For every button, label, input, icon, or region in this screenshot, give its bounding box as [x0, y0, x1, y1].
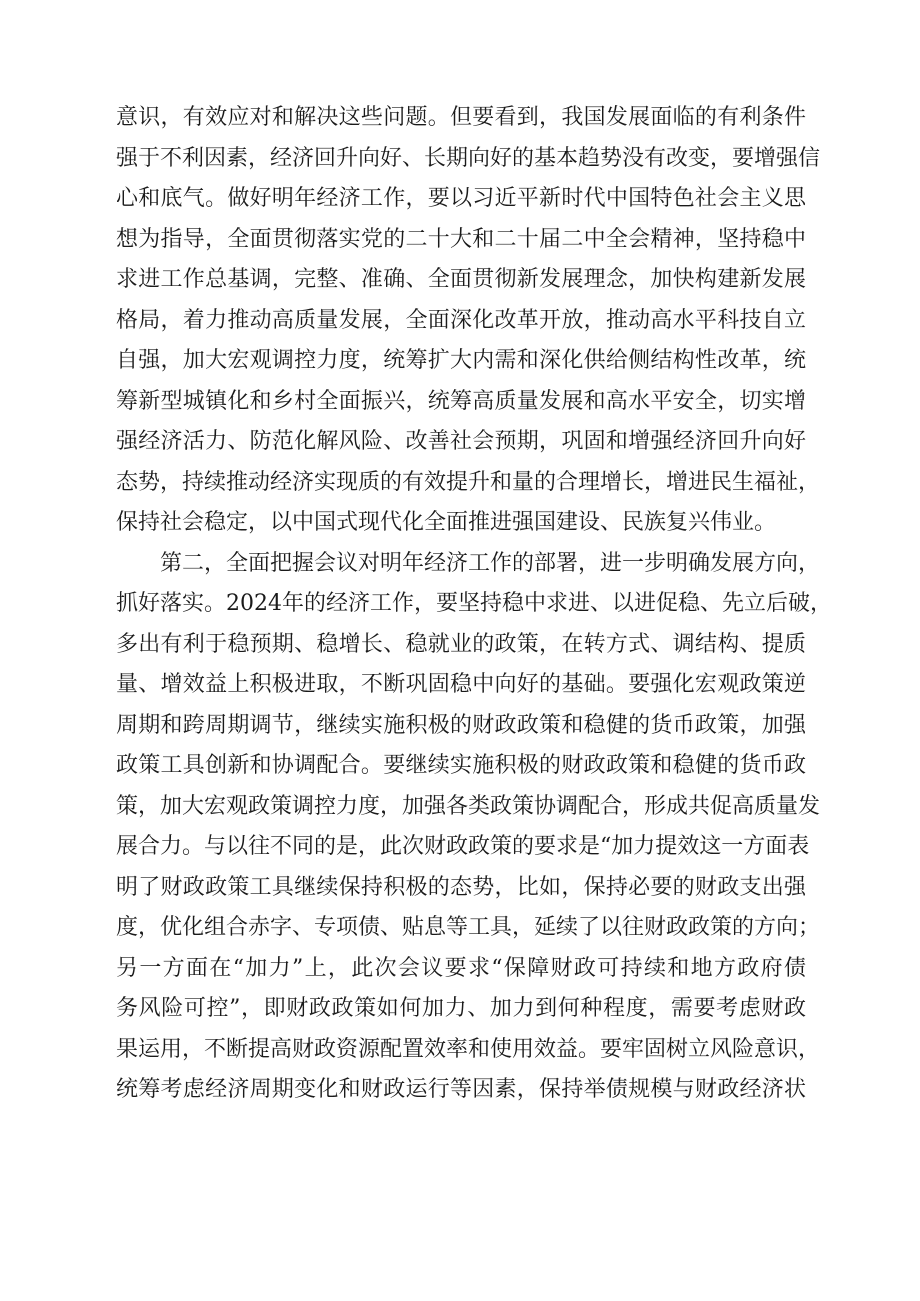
text-line: 统筹考虑经济周期变化和财政运行等因素，保持举债规模与财政经济状	[116, 1077, 806, 1102]
text-line: 强于不利因素，经济回升向好、长期向好的基本趋势没有改变，要增强信	[116, 145, 821, 171]
paragraph-2	[116, 544, 832, 1111]
text-line: 明了财政政策工具继续保持积极的态势，比如，保持必要的财政支出强	[116, 874, 806, 900]
text-line: 第二，全面把握会议对明年经济工作的部署，进一步明确发展方向，	[160, 550, 821, 576]
text-line: 态势，持续推动经济实现质的有效提升和量的合理增长，增进民生福祉，	[116, 469, 821, 495]
text-line: 展合力。与以往不同的是，此次财政政策的要求是“加力提效这一方面表	[116, 834, 810, 859]
text-line: 强经济活力、防范化解风险、改善社会预期，巩固和增强经济回升向好	[116, 429, 806, 454]
text-line: 意识，有效应对和解决这些问题。但要看到，我国发展面临的有利条件	[116, 105, 806, 130]
text-line: 务风险可控”，即财政政策如何加力、加力到何种程度，需要考虑财政	[116, 996, 806, 1021]
text-line: 策，加大宏观政策调控力度，加强各类政策协调配合，形成共促高质量发	[116, 793, 821, 819]
text-line: 保持社会稳定，以中国式现代化全面推进强国建设、民族复兴伟业。	[116, 510, 777, 535]
text-line: 抓好落实。2024年的经济工作，要坚持稳中求进、以进促稳、先立后破，	[116, 591, 832, 616]
text-line: 量、增效益上积极进取，不断巩固稳中向好的基础。要强化宏观政策逆	[116, 672, 806, 697]
text-line: 自强，加大宏观调控力度，统筹扩大内需和深化供给侧结构性改革，统	[116, 348, 806, 373]
text-line: 果运用，不断提高财政资源配置效率和使用效益。要牢固树立风险意识，	[116, 1036, 821, 1062]
text-line: 多出有利于稳预期、稳增长、稳就业的政策，在转方式、调结构、提质	[116, 631, 806, 657]
text-line: 周期和跨周期调节，继续实施积极的财政政策和稳健的货币政策，加强	[116, 712, 806, 738]
text-line: 筹新型城镇化和乡村全面振兴，统筹高质量发展和高水平安全，切实增	[116, 388, 806, 414]
text-line: 心和底气。做好明年经济工作，要以习近平新时代中国特色社会主义思	[116, 186, 806, 211]
text-line: 想为指导，全面贯彻落实党的二十大和二十届二中全会精神，坚持稳中	[116, 226, 806, 252]
text-line: 另一方面在“加力”上，此次会议要求“保障财政可持续和地方政府债	[116, 955, 806, 981]
text-line: 政策工具创新和协调配合。要继续实施积极的财政政策和稳健的货币政	[116, 753, 806, 778]
body-text	[116, 98, 832, 1111]
text-line: 度，优化组合赤字、专项债、贴息等工具，延续了以往财政政策的方向；	[116, 915, 821, 940]
text-line: 格局，着力推动高质量发展，全面深化改革开放，推动高水平科技自立	[116, 307, 806, 333]
paragraph-1	[116, 98, 821, 544]
text-line: 求进工作总基调，完整、准确、全面贯彻新发展理念，加快构建新发展	[116, 267, 806, 292]
